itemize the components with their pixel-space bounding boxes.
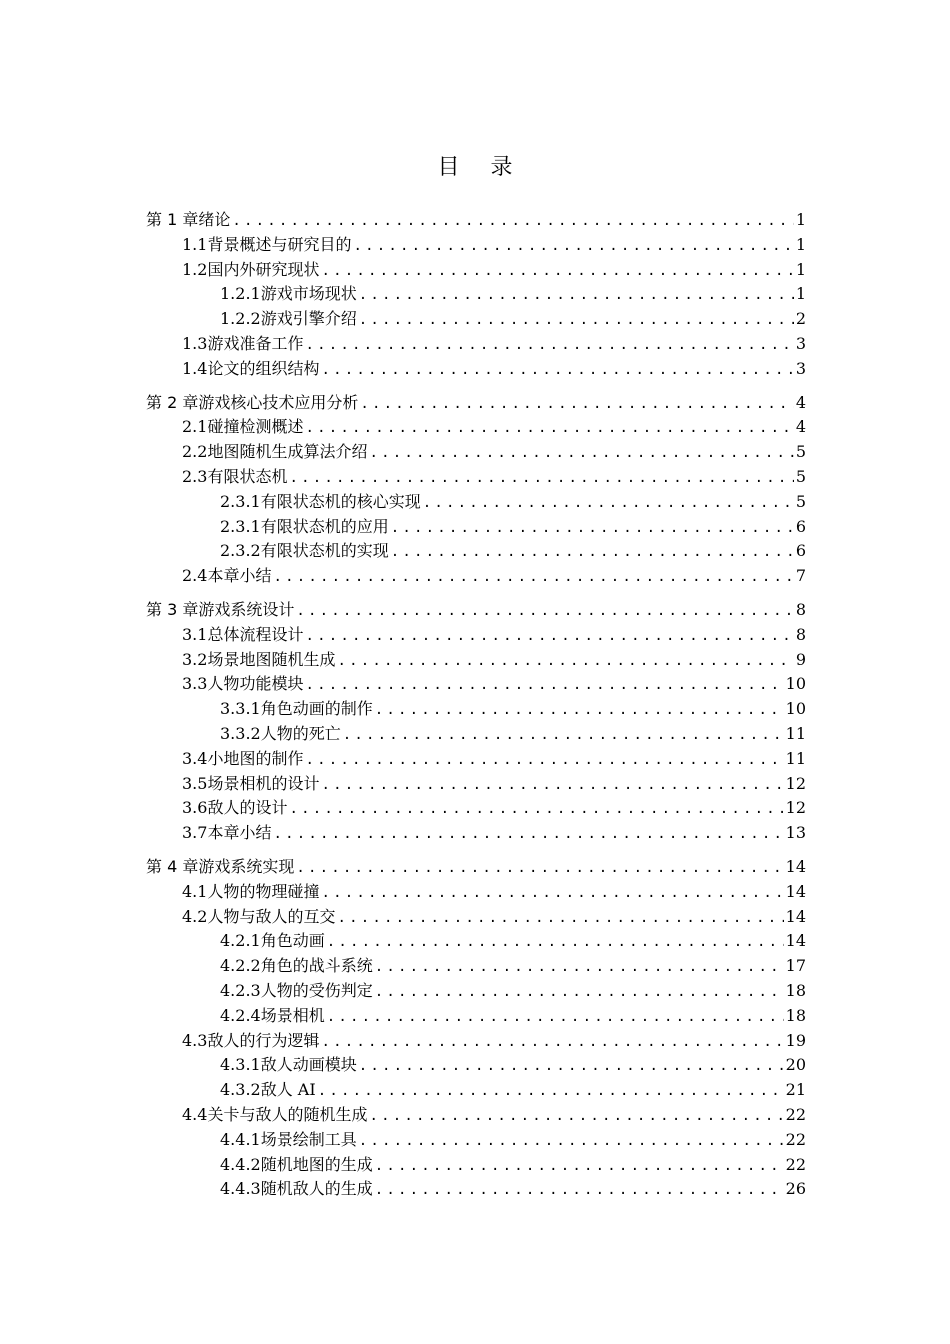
- toc-entry-page: 18: [785, 1005, 806, 1025]
- toc-entry-number: 4.3: [182, 1030, 208, 1050]
- toc-entry[interactable]: [220, 928, 806, 953]
- toc-entry-page: 10: [785, 674, 806, 694]
- toc-entry-number: 3.2: [182, 649, 208, 669]
- toc-entry-label: 背景概述与研究目的: [207, 234, 352, 254]
- toc-entry-page: 19: [785, 1030, 806, 1050]
- toc-entry-number: 3.3.2: [220, 724, 261, 743]
- dot-leader: [337, 906, 783, 931]
- dot-leader: [305, 748, 783, 773]
- dot-leader: [360, 392, 793, 417]
- toc-entry-number: 4.1: [182, 881, 208, 901]
- toc-entry-label: 场景相机: [260, 1005, 325, 1025]
- toc-entry-label: 敌人动画模块: [260, 1055, 357, 1075]
- toc-entry-page: 20: [785, 1055, 806, 1075]
- dot-leader: [337, 649, 793, 674]
- toc-entry-page: 4: [795, 392, 806, 412]
- toc-entry[interactable]: [182, 795, 806, 820]
- toc-entry[interactable]: [220, 281, 806, 306]
- toc-entry-label: 敌人的行为逻辑: [207, 1030, 320, 1050]
- toc-entry-number: 1.2: [182, 259, 208, 279]
- toc-entry-label: 本章小结: [207, 823, 272, 843]
- toc-entry-number: 3.7: [182, 823, 208, 843]
- toc-entry-label: 随机敌人的生成: [260, 1179, 373, 1199]
- dot-leader: [327, 930, 784, 955]
- dot-leader: [359, 1054, 784, 1079]
- dot-leader: [305, 624, 793, 649]
- toc-entry[interactable]: [220, 514, 806, 539]
- toc-entry[interactable]: [220, 306, 806, 331]
- dot-leader: [321, 773, 783, 798]
- dot-leader: [296, 856, 783, 881]
- dot-leader: [369, 1104, 783, 1129]
- toc-entry-label: 人物与敌人的互交: [207, 906, 336, 926]
- toc-entry-label: 本章小结: [207, 566, 272, 586]
- toc-entry[interactable]: [220, 489, 806, 514]
- toc-chapter-entry[interactable]: [146, 854, 806, 879]
- toc-entry-label: 游戏市场现状: [260, 284, 357, 304]
- toc-entry-label: 碰撞检测概述: [207, 417, 304, 437]
- toc-entry-label: 人物的物理碰撞: [207, 881, 320, 901]
- toc-entry-page: 5: [795, 491, 806, 511]
- toc-entry-number: 3.3.1: [220, 699, 261, 719]
- dot-leader: [232, 209, 793, 234]
- toc-entry-label: 国内外研究现状: [207, 259, 320, 279]
- toc-entry-number: 4.4.2: [220, 1154, 261, 1174]
- toc-entry-number: 4.4: [182, 1105, 208, 1124]
- toc-entry[interactable]: [182, 1028, 806, 1053]
- toc-entry[interactable]: [182, 904, 806, 929]
- dot-leader: [375, 980, 784, 1005]
- toc-entry[interactable]: [182, 232, 806, 257]
- toc-entry-number: 第 4 章: [146, 857, 199, 876]
- toc-entry-page: 18: [785, 981, 806, 1000]
- dot-leader: [391, 516, 794, 541]
- toc-entry-number: 第 2 章: [146, 392, 199, 412]
- toc-entry-label: 有限状态机的核心实现: [260, 491, 421, 511]
- toc-entry-page: 11: [785, 748, 806, 768]
- toc-entry-page: 1: [795, 234, 806, 254]
- toc-entry-page: 4: [795, 417, 806, 437]
- toc-entry[interactable]: [220, 978, 806, 1003]
- toc-entry-number: 2.1: [182, 417, 208, 437]
- toc-entry[interactable]: [220, 1052, 806, 1077]
- toc-entry[interactable]: [220, 538, 806, 563]
- toc-entry-page: 14: [785, 857, 806, 876]
- toc-entry[interactable]: [182, 414, 806, 439]
- toc-chapter-entry[interactable]: [146, 390, 806, 415]
- toc-entry-label: 人物的受伤判定: [260, 981, 373, 1000]
- dot-leader: [359, 308, 794, 333]
- toc-entry-number: 2.3.2: [220, 541, 261, 561]
- toc-entry-page: 6: [795, 541, 806, 561]
- toc-entry-label: 角色动画: [260, 931, 325, 951]
- toc-entry[interactable]: [220, 696, 806, 721]
- toc-entry-number: 1.2.2: [220, 309, 261, 329]
- toc-entry-label: 有限状态机的应用: [260, 516, 389, 536]
- toc-entry[interactable]: [220, 1176, 806, 1201]
- toc-entry-number: 2.2: [182, 442, 208, 462]
- toc-entry-number: 3.6: [182, 798, 208, 818]
- toc-entry-page: 14: [785, 881, 806, 901]
- toc-entry-page: 8: [795, 600, 806, 619]
- toc-entry-page: 22: [785, 1129, 806, 1149]
- toc-entry-number: 2.3.1: [220, 516, 261, 536]
- toc-entry-number: 第 3 章: [146, 600, 199, 619]
- toc-entry[interactable]: [182, 439, 806, 464]
- toc-entry-number: 1.2.1: [220, 284, 261, 304]
- toc-entry-page: 11: [785, 724, 806, 743]
- toc-entry[interactable]: [220, 1127, 806, 1152]
- dot-leader: [391, 540, 794, 565]
- toc-entry[interactable]: [182, 331, 806, 356]
- toc-entry-label: 敌人 AI: [260, 1080, 316, 1100]
- toc-entry-page: 1: [795, 284, 806, 304]
- toc-entry-number: 4.4.1: [220, 1129, 261, 1149]
- toc-entry-number: 3.3: [182, 674, 208, 694]
- toc-entry-label: 角色的战斗系统: [260, 956, 373, 976]
- toc-entry-label: 角色动画的制作: [260, 699, 373, 719]
- toc-entry-number: 3.1: [182, 624, 208, 644]
- toc-chapter-entry[interactable]: [146, 597, 806, 622]
- toc-entry[interactable]: [182, 879, 806, 904]
- toc-entry-number: 1.3: [182, 334, 208, 353]
- toc-entry-page: 22: [785, 1105, 806, 1124]
- toc-entry-number: 4.3.2: [220, 1080, 261, 1100]
- toc-entry-label: 有限状态机: [207, 467, 288, 486]
- toc-entry-label: 游戏系统实现: [198, 857, 295, 876]
- toc-entry-number: 1.1: [182, 234, 208, 254]
- toc-entry-label: 游戏核心技术应用分析: [198, 392, 359, 412]
- toc-entry-page: 14: [785, 906, 806, 926]
- dot-leader: [305, 416, 793, 441]
- toc-entry[interactable]: [220, 1003, 806, 1028]
- dot-leader: [273, 822, 783, 847]
- dot-leader: [321, 1030, 783, 1055]
- toc-entry-number: 4.2.3: [220, 981, 261, 1000]
- toc-entry-label: 总体流程设计: [207, 624, 304, 644]
- toc-entry-number: 第 1 章: [146, 210, 199, 229]
- dot-leader: [289, 797, 783, 822]
- toc-entry[interactable]: [220, 953, 806, 978]
- toc-entry-page: 26: [785, 1179, 806, 1199]
- toc-entry-page: 12: [785, 798, 806, 818]
- toc-entry[interactable]: [182, 257, 806, 282]
- dot-leader: [273, 565, 793, 590]
- toc-entry-label: 有限状态机的实现: [260, 541, 389, 561]
- toc-entry-number: 2.4: [182, 566, 208, 586]
- toc-entry-number: 1.4: [182, 358, 208, 378]
- toc-entry-page: 13: [785, 823, 806, 843]
- toc-entry-number: 3.4: [182, 748, 208, 768]
- toc-entry-label: 小地图的制作: [207, 748, 304, 768]
- toc-entry-label: 场景相机的设计: [207, 773, 320, 793]
- toc-entry[interactable]: [182, 746, 806, 771]
- toc-entry-label: 绪论: [198, 210, 231, 229]
- dot-leader: [321, 259, 793, 284]
- toc-entry[interactable]: [182, 820, 806, 845]
- dot-leader: [296, 599, 793, 624]
- toc-entry-label: 场景绘制工具: [260, 1129, 357, 1149]
- toc-entry[interactable]: [182, 356, 806, 381]
- toc-entry-label: 随机地图的生成: [260, 1154, 373, 1174]
- toc-entry-label: 游戏系统设计: [198, 600, 295, 619]
- toc-entry-number: 4.2.1: [220, 931, 261, 951]
- toc-entry[interactable]: [220, 1077, 806, 1102]
- toc-entry-page: 9: [795, 649, 806, 669]
- dot-leader: [375, 698, 784, 723]
- dot-leader: [318, 1079, 784, 1104]
- toc-entry-number: 2.3: [182, 467, 208, 486]
- toc-entry[interactable]: [182, 771, 806, 796]
- dot-leader: [375, 1178, 784, 1203]
- toc-entry[interactable]: [220, 721, 806, 746]
- toc-entry[interactable]: [220, 1152, 806, 1177]
- toc-entry-label: 关卡与敌人的随机生成: [207, 1105, 368, 1124]
- toc-entry-page: 12: [785, 773, 806, 793]
- dot-leader: [375, 1154, 784, 1179]
- toc-entry-label: 场景地图随机生成: [207, 649, 336, 669]
- toc-entry-page: 5: [795, 467, 806, 486]
- toc-entry-page: 6: [795, 516, 806, 536]
- dot-leader: [369, 441, 793, 466]
- toc-entry-number: 4.4.3: [220, 1179, 261, 1199]
- dot-leader: [375, 955, 784, 980]
- toc-entry[interactable]: [182, 464, 806, 489]
- dot-leader: [359, 283, 794, 308]
- toc-entry-number: 4.3.1: [220, 1055, 261, 1075]
- toc-entry-number: 4.2.4: [220, 1005, 261, 1025]
- toc-entry[interactable]: [182, 647, 806, 672]
- toc-entry-page: 22: [785, 1154, 806, 1174]
- toc-entry-page: 21: [785, 1080, 806, 1100]
- dot-leader: [423, 491, 794, 516]
- toc-entry-label: 人物功能模块: [207, 674, 304, 694]
- dot-leader: [343, 723, 784, 748]
- toc-entry-page: 5: [795, 442, 806, 462]
- toc-entry-label: 论文的组织结构: [207, 358, 320, 378]
- dot-leader: [321, 881, 783, 906]
- toc-entry-label: 敌人的设计: [207, 798, 288, 818]
- toc-entry-page: 14: [785, 931, 806, 951]
- toc-entry-number: 3.5: [182, 773, 208, 793]
- toc-entry-page: 2: [795, 309, 806, 329]
- toc-chapter-entry[interactable]: [146, 207, 806, 232]
- toc-entry-label: 地图随机生成算法介绍: [207, 442, 368, 462]
- toc-entry-number: 4.2: [182, 906, 208, 926]
- toc-entry[interactable]: [182, 1102, 806, 1127]
- toc-entry-page: 7: [795, 566, 806, 586]
- dot-leader: [359, 1129, 784, 1154]
- toc-entry-number: 2.3.1: [220, 491, 261, 511]
- dot-leader: [305, 673, 783, 698]
- toc-entry[interactable]: [182, 622, 806, 647]
- toc-entry-page: 3: [795, 334, 806, 353]
- toc-entry-page: 10: [785, 699, 806, 719]
- toc-entry-label: 游戏准备工作: [207, 334, 304, 353]
- dot-leader: [327, 1005, 784, 1030]
- dot-leader: [289, 466, 793, 491]
- dot-leader: [353, 234, 793, 259]
- toc-entry-page: 1: [795, 210, 806, 229]
- toc-entry-label: 人物的死亡: [260, 724, 341, 743]
- toc-entry[interactable]: [182, 563, 806, 588]
- toc-entry-page: 8: [795, 624, 806, 644]
- toc-entry[interactable]: [182, 671, 806, 696]
- toc-entry-page: 1: [795, 259, 806, 279]
- toc-entry-page: 17: [785, 956, 806, 976]
- dot-leader: [321, 358, 793, 383]
- dot-leader: [305, 333, 793, 358]
- page-title: 目 录: [437, 155, 525, 180]
- toc-entry-page: 3: [795, 358, 806, 378]
- toc-entry-label: 游戏引擎介绍: [260, 309, 357, 329]
- toc-entry-number: 4.2.2: [220, 956, 261, 976]
